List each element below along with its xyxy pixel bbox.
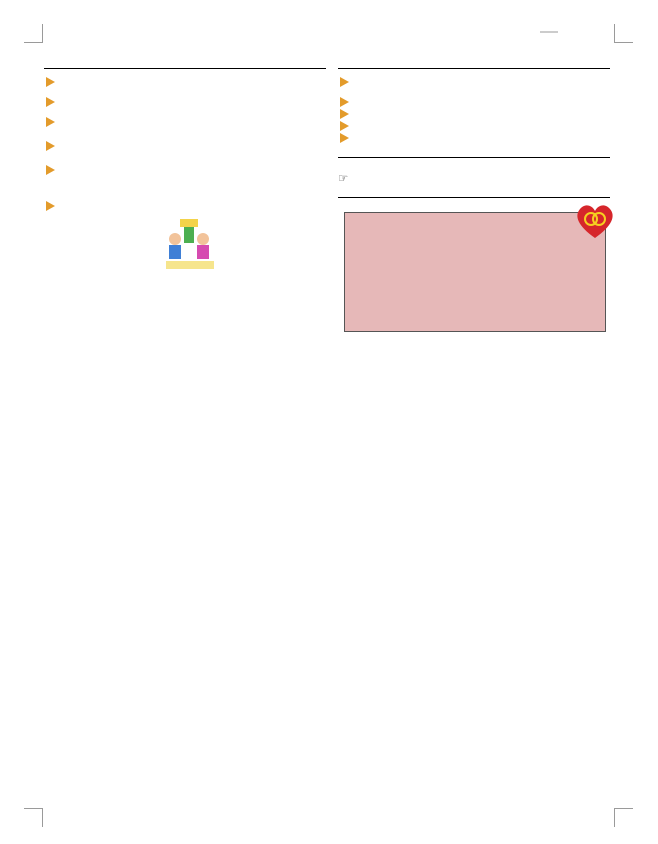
misc-heading [338,193,610,198]
pilgrimage-box [344,212,606,332]
bullet-icon [340,133,349,143]
bullet-icon [46,201,55,211]
spacer [358,87,610,93]
bullet-icon [340,109,349,119]
bullet-icon [340,97,349,107]
item-body [338,87,610,93]
announcements-heading [44,40,326,69]
item-title [338,133,610,143]
crop-mark-top-right [614,24,633,43]
item-title [338,97,610,107]
bullet-icon [340,121,349,131]
arrow-icon: ☞ [338,171,349,185]
item-title [44,77,326,87]
spacer [64,181,326,187]
groups-heading [338,153,610,158]
item-title [338,77,610,87]
bullet-icon [46,77,55,87]
crop-mark-top-left [24,24,43,43]
item-title [338,121,610,131]
item-title [44,165,326,175]
item-title [44,117,326,127]
bullet-icon [46,117,55,127]
bullet-icon [46,141,55,151]
item-title [44,141,326,151]
bullet-icon [46,165,55,175]
item-body [44,175,326,187]
page-number [540,31,558,33]
bullet-icon [46,97,55,107]
item-title [44,201,326,211]
charity-image [162,217,218,271]
crop-mark-bottom-left [24,808,43,827]
liturgy-heading [338,40,610,69]
bullet-icon [340,77,349,87]
prayer-retreat-title [338,170,610,187]
page-header [536,26,558,36]
item-title [338,109,610,119]
heart-rings-icon [574,202,616,240]
item-title [44,97,326,107]
announcements-column [44,40,326,271]
crop-mark-bottom-right [614,808,633,827]
liturgy-column [338,40,610,332]
